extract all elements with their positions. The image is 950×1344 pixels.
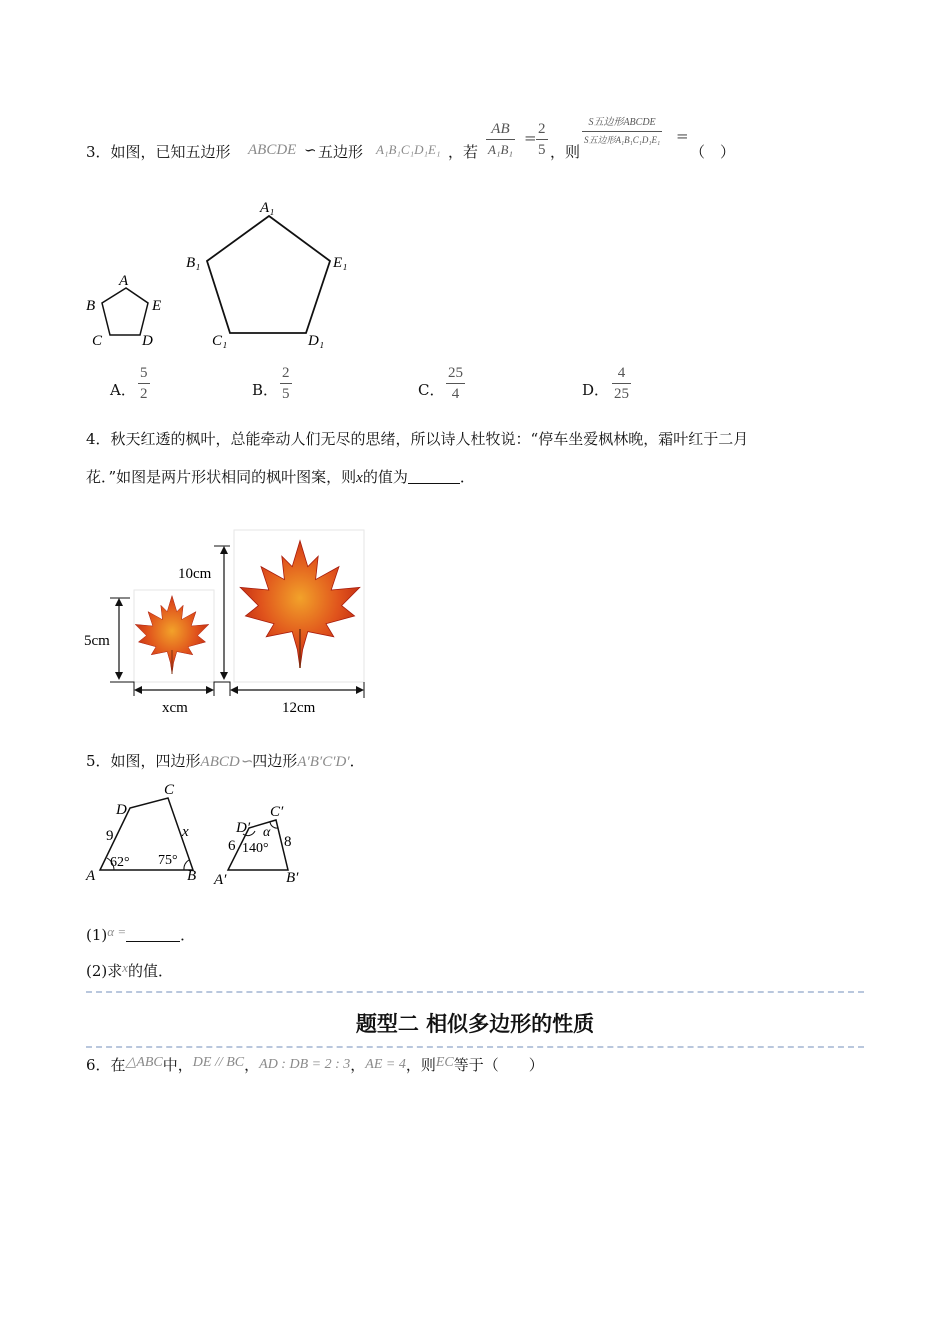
option-c-label[interactable]: C．	[418, 381, 445, 399]
q3-value-fraction	[536, 119, 548, 160]
q5-label-a-prime: A′	[214, 872, 227, 888]
q5-label-d-prime: D′	[236, 820, 251, 836]
q5-p1-label: (1)	[86, 926, 108, 944]
q5-p1-answer-blank[interactable]	[126, 927, 180, 942]
q5-side-ad-prime: 6	[228, 838, 236, 854]
q6-ratio: AD : DB = 2 : 3	[259, 1057, 351, 1072]
q5-label-c: C	[164, 782, 175, 798]
option-a-num: 5	[138, 363, 150, 384]
q6-comma-1: ，	[244, 1056, 260, 1074]
label-large-c1: C₁	[212, 333, 228, 349]
label-small-c: C	[92, 333, 103, 349]
q5-side-bc: x	[182, 824, 189, 840]
large-pentagon	[207, 216, 330, 333]
q6-triangle: △ABC	[125, 1055, 163, 1070]
q5-label-b-prime: B′	[286, 870, 299, 886]
q6-stem	[86, 1054, 544, 1075]
q6-ec: EC	[435, 1055, 454, 1070]
q6-comma-2: ，	[350, 1056, 366, 1074]
label-large-e1: E₁	[333, 255, 348, 271]
q4-maple-figure	[82, 528, 372, 720]
q4-line1: 4．秋天红透的枫叶，总能牵动人们无尽的思绪，所以诗人杜牧说：“停车坐爱枫林晚，霜叶红于二月	[86, 430, 749, 448]
option-d-fraction[interactable]	[612, 363, 631, 404]
q6-tail: 等于（ ）	[453, 1056, 544, 1074]
q6-prefix: 6．在	[86, 1056, 126, 1074]
label-h-large: 10cm	[178, 566, 212, 582]
q5-angle-a: 62°	[110, 855, 130, 870]
q3-area-den: S五边形A₁B₁C₁D₁E₁	[584, 135, 661, 145]
label-large-b1: B₁	[186, 255, 201, 271]
option-c-den: 4	[451, 386, 460, 402]
q5-part1	[86, 924, 195, 945]
q3-area-fraction	[582, 115, 662, 148]
q5-p1-end: ．	[180, 926, 196, 944]
q5-angle-d-prime: 140°	[242, 841, 269, 856]
q3-prefix: 3．如图，已知五边形	[86, 143, 231, 161]
label-w-small: xcm	[162, 700, 188, 716]
q4-line2	[86, 466, 475, 487]
small-pentagon	[102, 288, 148, 335]
q5-p1-alpha: α =	[107, 924, 127, 939]
q3-pentagon-figure	[80, 195, 370, 355]
q3-ruo: ，若	[448, 143, 479, 161]
q3-ratio-den: A₁B₁	[488, 142, 513, 157]
q5-end: ．	[349, 752, 365, 770]
option-b-num: 2	[280, 363, 292, 384]
q3-abcde: ABCDE	[248, 142, 297, 158]
label-large-d1: D₁	[308, 333, 325, 349]
q5-part2	[86, 960, 173, 981]
label-large-a1: A₁	[260, 200, 275, 216]
q4-end: ．	[459, 468, 475, 486]
label-h-small: 5cm	[84, 633, 110, 649]
q5-p2-label: (2)求	[86, 962, 123, 980]
q5-angle-b: 75°	[158, 853, 178, 868]
option-a-label[interactable]: A．	[110, 381, 136, 399]
q3-options	[110, 363, 670, 407]
q5-angle-alpha: α	[263, 825, 271, 840]
label-small-b: B	[86, 298, 96, 314]
label-small-d: D	[142, 333, 153, 349]
q6-ze: ，则	[405, 1056, 436, 1074]
q3-paren: （ ）	[690, 143, 736, 161]
q5-stem	[86, 750, 365, 771]
option-d-num: 4	[612, 363, 631, 384]
q6-ae: AE = 4	[365, 1057, 406, 1072]
q3-ze: ，则	[550, 143, 581, 161]
option-c-num: 25	[446, 363, 465, 384]
q5-quadrilateral-figure	[80, 778, 320, 890]
q3-val-den: 5	[538, 142, 546, 158]
q3-sim: ∽	[304, 141, 317, 159]
section-divider-top	[86, 991, 864, 993]
q5-label-c-prime: C′	[270, 804, 284, 820]
option-d-label[interactable]: D．	[582, 381, 610, 399]
q3-eq: =	[524, 129, 537, 147]
q3-mid: 五边形	[318, 143, 364, 161]
q3-ratio-fraction	[486, 119, 515, 160]
section-title: 题型二 相似多边形的性质	[355, 1012, 595, 1036]
option-a-fraction[interactable]	[138, 363, 150, 404]
q4-answer-blank[interactable]	[408, 469, 460, 484]
q5-label-d: D	[116, 802, 127, 818]
q5-p2-tail: 的值．	[128, 962, 174, 980]
q5-side-bc-prime: 8	[284, 834, 292, 850]
q3-val-num: 2	[536, 119, 548, 140]
q4-var-x: x	[356, 470, 363, 486]
q6-parallel: DE // BC	[192, 1055, 245, 1070]
q3-area-eq: =	[676, 127, 689, 145]
q5-label-b: B	[187, 868, 197, 884]
q5-mid: 四边形	[252, 752, 298, 770]
q5-label-a: A	[86, 868, 96, 884]
q4-line2-b: 的值为	[362, 468, 408, 486]
q5-sim: ∽	[239, 754, 253, 770]
label-small-a: A	[119, 273, 129, 289]
q5-prefix: 5．如图，四边形	[86, 752, 201, 770]
label-w-large: 12cm	[282, 700, 316, 716]
option-c-fraction[interactable]	[446, 363, 465, 404]
q5-p2-var: x	[122, 960, 129, 975]
q3-a1e1: A₁B₁C₁D₁E₁	[376, 142, 441, 157]
q3-ratio-num: AB	[486, 119, 515, 140]
q3-area-num: S五边形ABCDE	[582, 115, 662, 132]
q4-line2-a: 花．”如图是两片形状相同的枫叶图案，则	[86, 468, 357, 486]
q5-abcd: ABCD	[200, 754, 240, 770]
label-small-e: E	[152, 298, 162, 314]
section-divider-bottom	[86, 1046, 864, 1048]
q5-abcd-prime: A′B′C′D′	[297, 754, 350, 770]
q6-zhong: 中，	[162, 1056, 193, 1074]
option-b-fraction[interactable]	[280, 363, 292, 404]
option-d-den: 25	[614, 386, 629, 402]
q5-side-ad: 9	[106, 828, 114, 844]
option-b-den: 5	[282, 386, 290, 402]
option-a-den: 2	[140, 386, 148, 402]
option-b-label[interactable]: B．	[252, 381, 279, 399]
